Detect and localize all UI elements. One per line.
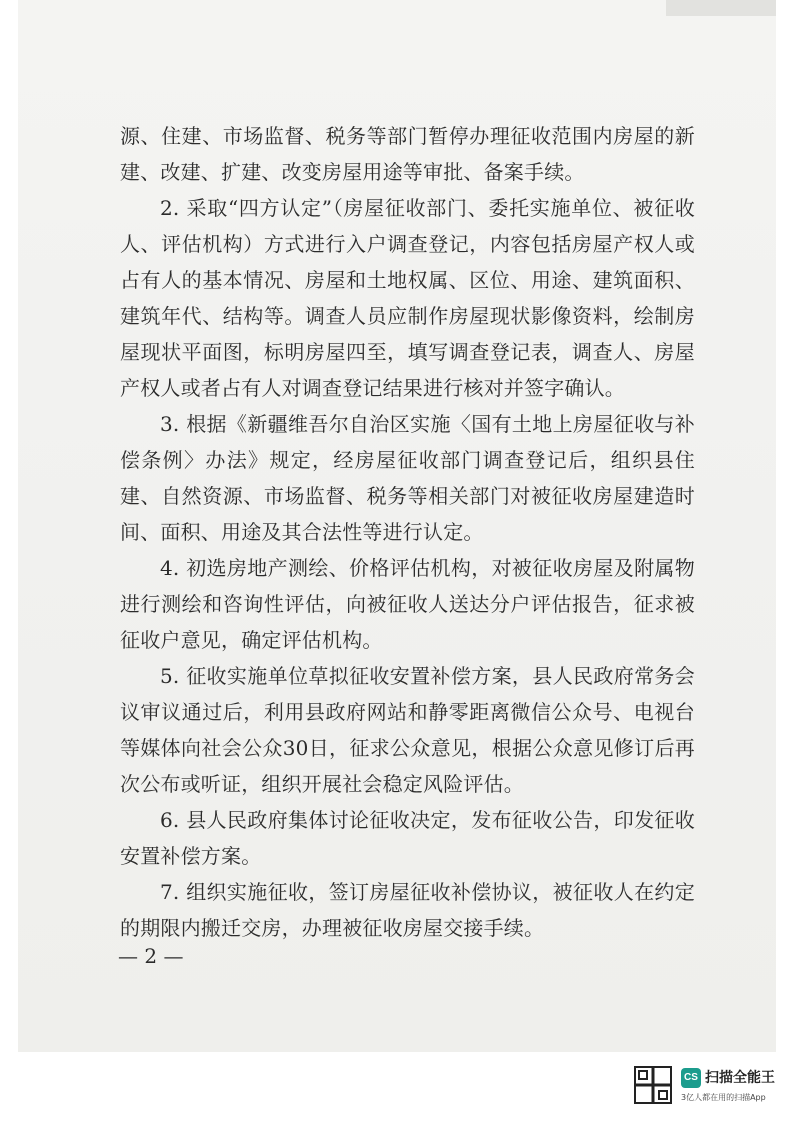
document-page <box>18 0 776 1052</box>
camscanner-logo-icon: CS <box>681 1068 701 1088</box>
paragraph-item-6: 6. 县人民政府集体讨论征收决定，发布征收公告，印发征收安置补偿方案。 <box>120 808 695 868</box>
paragraph-item-5: 5. 征收实施单位草拟征收安置补偿方案，县人民政府常务会议审议通过后，利用县政府网站和静零距离微信公众号、电视台等媒体向社会公众30日，征求公众意见，根据公众意见修订后再次公布或听证，组织开展社会稳定风险评估。 <box>120 664 695 796</box>
qr-code-icon <box>634 1066 672 1104</box>
scanner-watermark-footer <box>0 1052 793 1122</box>
paragraph-continuation: 源、住建、市场监督、税务等部门暂停办理征收范围内房屋的新建、改建、扩建、改变房屋用途等审批、备案手续。 <box>120 124 695 184</box>
brand-name: 扫描全能王 <box>705 1070 775 1086</box>
document-body <box>120 118 695 946</box>
paragraph-item-2: 2. 采取“四方认定”（房屋征收部门、委托实施单位、被征收人、评估机构）方式进行入户调查登记，内容包括房屋产权人或占有人的基本情况、房屋和土地权属、区位、用途、建筑面积、建筑年代、结构等。调查人员应制作房屋现状影像资料，绘制房屋现状平面图，标明房屋四至，填写调查登记表，调查人、房屋产权人或者占有人对调查登记结果进行核对并签字确认。 <box>120 196 695 400</box>
paragraph-item-7: 7. 组织实施征收，签订房屋征收补偿协议，被征收人在约定的期限内搬迁交房，办理被征收房屋交接手续。 <box>120 880 695 940</box>
brand-tagline: 3亿人都在用的扫描App <box>681 1093 766 1102</box>
page-corner-shadow <box>666 0 776 16</box>
paragraph-item-3: 3. 根据《新疆维吾尔自治区实施〈国有土地上房屋征收与补偿条例〉办法》规定，经房屋征收部门调查登记后，组织县住建、自然资源、市场监督、税务等相关部门对被征收房屋建造时间、面积、用途及其合法性等进行认定。 <box>120 412 695 544</box>
page-number: — 2 — <box>118 944 184 968</box>
paragraph-item-4: 4. 初选房地产测绘、价格评估机构，对被征收房屋及附属物进行测绘和咨询性评估，向被征收人送达分户评估报告，征求被征收户意见，确定评估机构。 <box>120 556 695 652</box>
